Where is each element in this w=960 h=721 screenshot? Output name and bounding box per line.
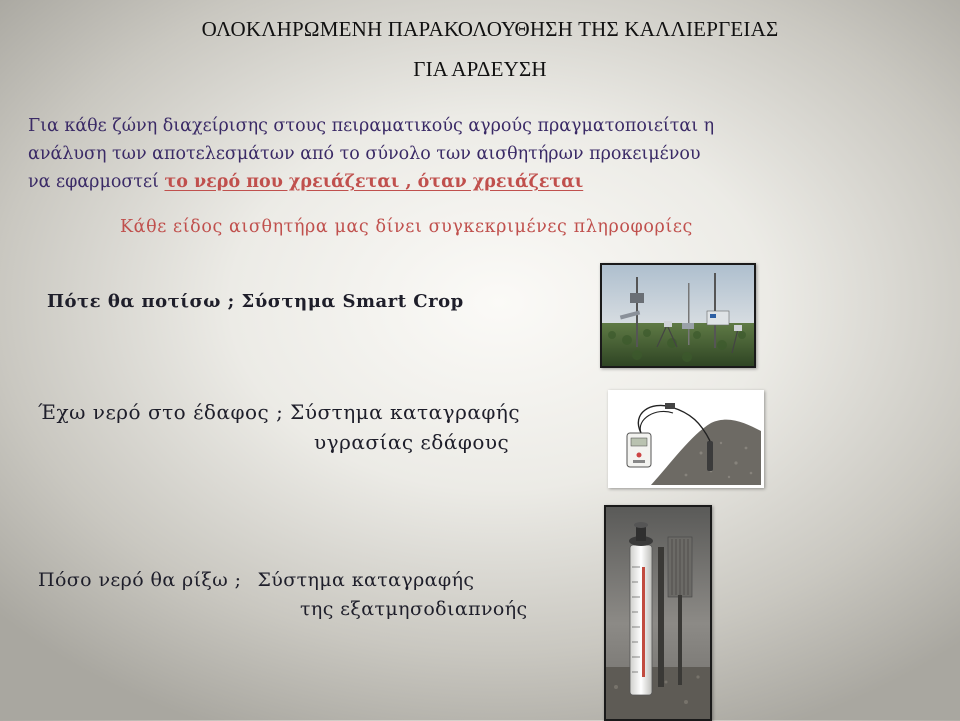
soil-moisture-logger-icon [611,393,761,485]
slide-title-line2: ΓΙΑ ΑΡΔΕΥΣΗ [413,57,547,81]
intro-line-1: Για κάθε ζώνη διαχείρισης στους πειραματικούς αγρούς πραγματοποιείται η [28,116,715,136]
question-how-much-water-line2: της εξατμησοδιαπνοής [300,598,528,620]
question-how-much-water-part2: Σύστημα καταγραφής [257,569,475,591]
evaporation-gauge-photo [604,505,712,721]
question-soil-water-line2: υγρασίας εδάφους [314,430,510,454]
question-soil-water-line1: Έχω νερό στο έδαφος ; Σύστημα καταγραφής [38,400,521,424]
question-when-to-irrigate: Πότε θα ποτίσω ; Σύστημα Smart Crop [47,291,464,312]
intro-line-3-prefix: να εφαρμοστεί [28,172,165,192]
question-how-much-water [38,566,528,624]
weather-station-photo [600,263,756,368]
intro-paragraph [28,112,948,196]
soil-moisture-logger-photo [608,390,764,488]
intro-line-3 [28,168,948,196]
intro-line-2: ανάλυση των αποτελεσμάτων από το σύνολο των αισθητήρων προκειμένου [28,144,701,164]
question-how-much-water-part1: Πόσο νερό θα ρίξω ; [38,569,242,591]
evaporation-gauge-icon [606,507,710,719]
intro-highlight: το νερό που χρειάζεται , όταν χρειάζεται [164,172,584,192]
weather-station-icon [602,265,754,366]
slide-title-line1: ΟΛΟΚΛΗΡΩΜΕΝΗ ΠΑΡΑΚΟΛΟΥΘΗΣΗ ΤΗΣ ΚΑΛΛΙΕΡΓΕΙΑΣ [201,17,779,41]
question-soil-water [38,397,578,457]
subheading: Κάθε είδος αισθητήρα μας δίνει συγκεκριμένες πληροφορίες [120,217,693,237]
